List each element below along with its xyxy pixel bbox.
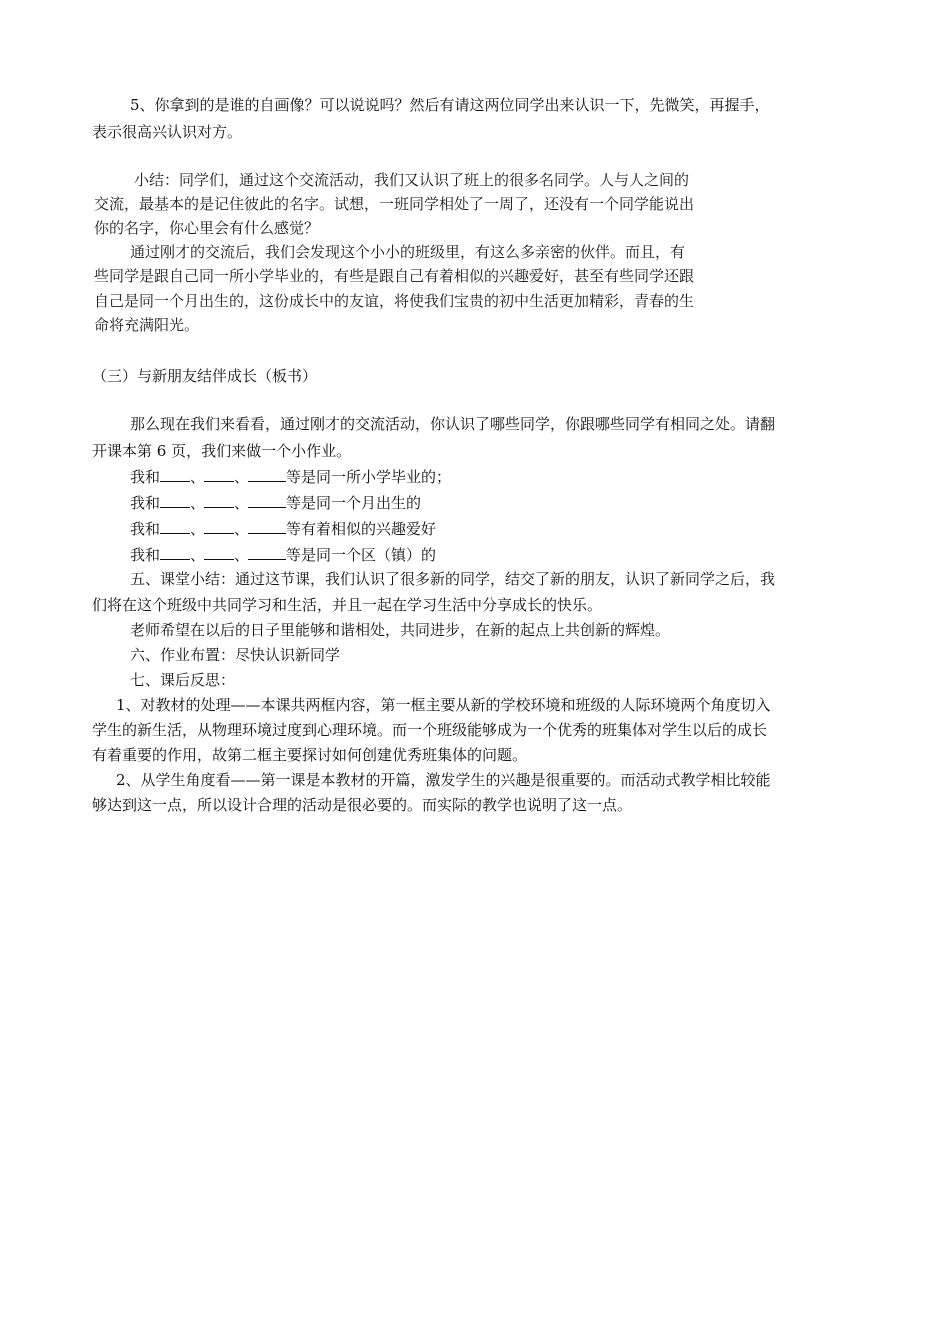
reflection2-line1: 2、从学生角度看——第一课是本教材的开篇，激发学生的兴趣是很重要的。而活动式教学相比较能 xyxy=(116,771,771,789)
summary-line: 你的名字，你心里会有什么感觉？ xyxy=(94,219,320,237)
fill-prefix: 我和 xyxy=(130,494,161,512)
fill-text: 等有着相似的兴趣爱好 xyxy=(286,520,437,538)
fill-separator: 、 xyxy=(234,494,250,512)
fill-in-line xyxy=(130,465,451,489)
item5-line2: 表示很高兴认识对方。 xyxy=(92,123,243,141)
blank-field[interactable] xyxy=(248,519,286,534)
summary-line: 小结：同学们，通过这个交流活动，我们又认识了班上的很多名同学。人与人之间的 xyxy=(134,171,690,189)
summary-line: 通过刚才的交流后，我们会发现这个小小的班级里，有这么多亲密的伙伴。而且，有 xyxy=(130,243,686,261)
blank-field[interactable] xyxy=(248,545,286,560)
fill-text: 等是同一所小学毕业的； xyxy=(286,468,452,486)
fill-prefix: 我和 xyxy=(130,468,161,486)
fill-separator: 、 xyxy=(190,468,206,486)
fill-in-line xyxy=(130,491,421,515)
part6-text: 六、作业布置：尽快认识新同学 xyxy=(130,646,341,664)
blank-field[interactable] xyxy=(160,545,190,560)
fill-text: 等是同一个区（镇）的 xyxy=(286,546,437,564)
fill-separator: 、 xyxy=(190,546,206,564)
fill-in-line xyxy=(130,543,436,567)
fill-separator: 、 xyxy=(190,520,206,538)
section3-intro-line2: 开课本第 6 页，我们来做一个小作业。 xyxy=(92,442,352,460)
blank-field[interactable] xyxy=(160,493,190,508)
section3-intro-line1: 那么现在我们来看看，通过刚才的交流活动，你认识了哪些同学，你跟哪些同学有相同之处。请翻 xyxy=(130,415,776,433)
blank-field[interactable] xyxy=(160,467,190,482)
fill-in-line xyxy=(130,517,436,541)
fill-separator: 、 xyxy=(190,494,206,512)
part5-line1: 五、课堂小结：通过这节课，我们认识了很多新的同学，结交了新的朋友，认识了新同学之后，我 xyxy=(130,570,776,588)
blank-field[interactable] xyxy=(204,467,234,482)
blank-field[interactable] xyxy=(160,519,190,534)
blank-field[interactable] xyxy=(204,493,234,508)
summary-line: 些同学是跟自己同一所小学毕业的，有些是跟自己有着相似的兴趣爱好，甚至有些同学还跟 xyxy=(94,267,695,285)
fill-prefix: 我和 xyxy=(130,520,161,538)
reflection1-line1: 1、对教材的处理——本课共两框内容，第一框主要从新的学校环境和班级的人际环境两个角度切入 xyxy=(116,696,771,714)
fill-separator: 、 xyxy=(234,546,250,564)
blank-field[interactable] xyxy=(204,519,234,534)
part7-heading: 七、课后反思： xyxy=(130,671,236,689)
fill-text: 等是同一个月出生的 xyxy=(286,494,422,512)
fill-prefix: 我和 xyxy=(130,546,161,564)
reflection1-line3: 有着重要的作用，故第二框主要探讨如何创建优秀班集体的问题。 xyxy=(92,746,528,764)
fill-separator: 、 xyxy=(234,520,250,538)
part5-line2: 们将在这个班级中共同学习和生活，并且一起在学习生活中分享成长的快乐。 xyxy=(92,596,603,614)
summary-line: 自己是同一个月出生的，这份成长中的友谊，将使我们宝贵的初中生活更加精彩，青春的生 xyxy=(94,292,695,310)
reflection1-line2: 学生的新生活，从物理环境过度到心理环境。而一个班级能够成为一个优秀的班集体对学生以后的成长 xyxy=(92,721,768,739)
blank-field[interactable] xyxy=(248,493,286,508)
part5-line3: 老师希望在以后的日子里能够和谐相处，共同进步，在新的起点上共创新的辉煌。 xyxy=(130,621,671,639)
blank-field[interactable] xyxy=(248,467,286,482)
summary-line: 命将充满阳光。 xyxy=(94,316,200,334)
reflection2-line2: 够达到这一点，所以设计合理的活动是很必要的。而实际的教学也说明了这一点。 xyxy=(92,796,633,814)
summary-line: 交流，最基本的是记住彼此的名字。试想，一班同学相处了一周了，还没有一个同学能说出 xyxy=(94,195,695,213)
fill-separator: 、 xyxy=(234,468,250,486)
section3-heading: （三）与新朋友结伴成长（板书） xyxy=(92,367,318,385)
blank-field[interactable] xyxy=(204,545,234,560)
item5-line1: 5、你拿到的是谁的自画像？可以说说吗？然后有请这两位同学出来认识一下，先微笑，再握手， xyxy=(130,96,770,114)
